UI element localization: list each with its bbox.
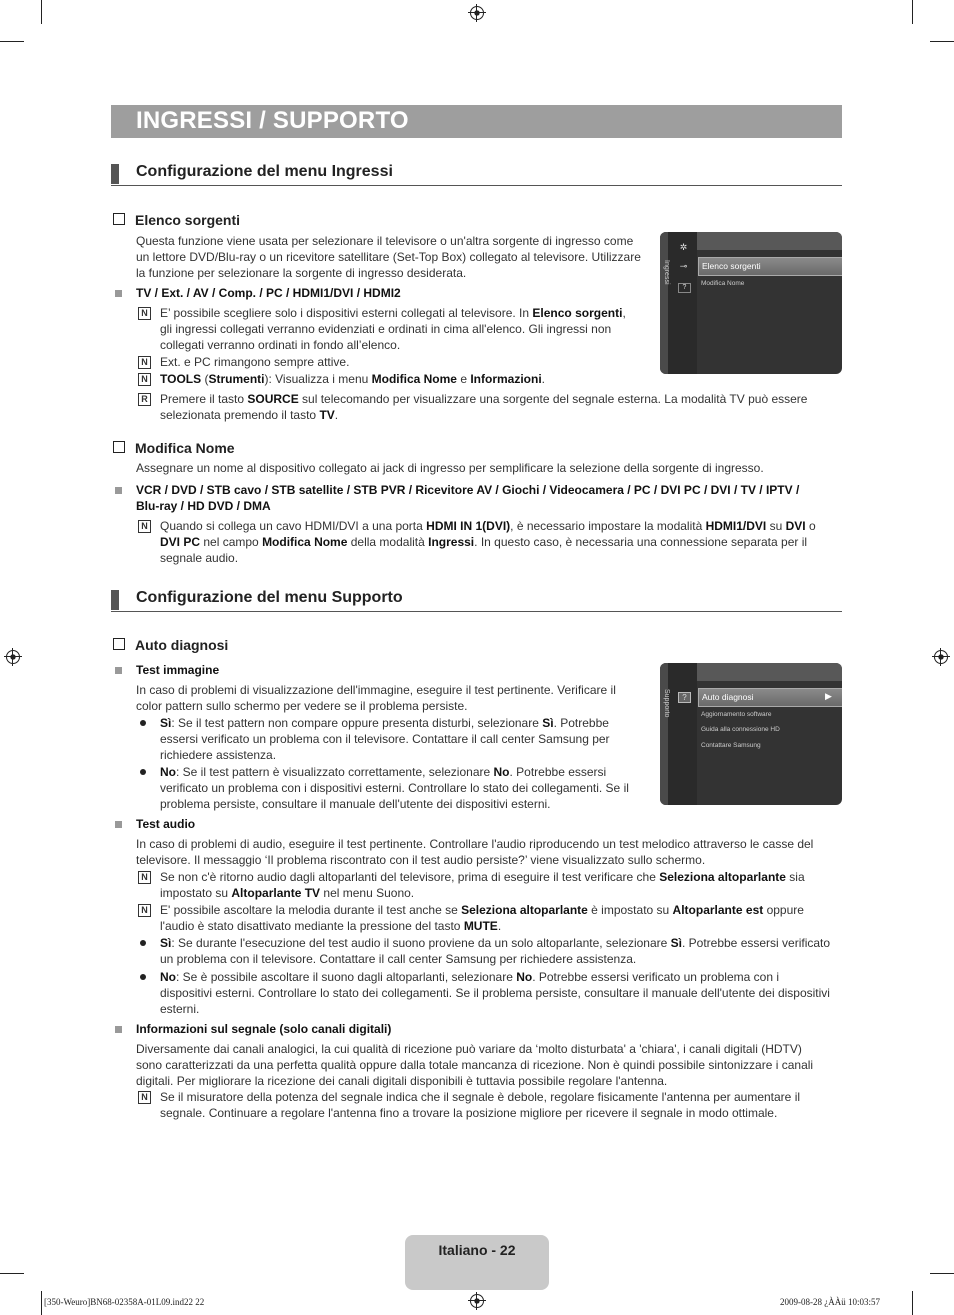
subsection-title: Modifica Nome [135, 440, 235, 456]
subsection-title: Auto diagnosi [135, 637, 229, 653]
test-audio-note-1: Se non c'è ritorno audio dagli altoparlanti del televisore, prima di eseguire il test verificare che Seleziona altoparlante sia impostato su Altoparlante TV nel menu Suono. [160, 870, 805, 900]
crop-mark [912, 0, 913, 24]
note-icon: N [138, 871, 151, 884]
elenco-note-4: Premere il tasto SOURCE sul telecomando per visualizzare una sorgente del segnale esterna. La modalità TV può essere selezionata premendo il tasto TV. [160, 392, 808, 422]
modifica-description: Assegnare un nome al dispositivo collegato ai jack di ingresso per semplificare la selezione della sorgente di ingresso. [136, 461, 764, 475]
print-slug-right: 2009-08-28 ¿ÀÀü 10:03:57 [780, 1297, 880, 1307]
checkbox-bullet-icon [113, 441, 125, 453]
osd-menu-supporto [660, 663, 842, 805]
osd-item-selected[interactable]: Elenco sorgenti [698, 257, 842, 276]
subsection-modifica-nome [113, 440, 235, 456]
registration-mark-icon [468, 1292, 486, 1310]
osd-item[interactable]: Modifica Nome [701, 280, 745, 287]
note-icon: N [138, 520, 151, 533]
elenco-note-3: TOOLS (Strumenti): Visualizza i menu Modifica Nome e Informazioni. [160, 372, 546, 386]
note-icon: N [138, 1091, 151, 1104]
square-bullet-icon [115, 487, 122, 494]
square-bullet-icon [115, 1026, 122, 1033]
elenco-note-1: E’ possibile scegliere solo i dispositivi esterni collegati al televisore. In Elenco sorgenti, gli ingressi collegati verranno evidenziati e ordinati in cima all'elenco. Gli ingressi non collegati verranno ordinati in fondo all’elenco. [160, 306, 626, 352]
crop-mark [930, 41, 954, 42]
test-immagine-title: Test immagine [136, 663, 220, 677]
checkbox-bullet-icon [113, 638, 125, 650]
test-audio-description: In caso di problemi di audio, eseguire il test pertinente. Controllare l'audio riproducendo un test melodico attraverso le casse del televisore. Il messaggio ‘Il problema riscontrato con il test audio persiste?’ viene visualizzato sullo schermo. [136, 837, 814, 867]
osd-item[interactable]: Contattare Samsung [701, 742, 761, 749]
info-segnale-description: Diversamente dai canali analogici, la cui qualità di ricezione può variare da ‘molto disturbata' a 'chiara', i canali digitali (HDTV) sono caratterizzati da una perfetta qualità oppure dalla totale mancanza di ricezione. Non è quindi possibile sintonizzare i canali digitali. Per migliorare la ricezione dei canali digitali disponibili è tuttavia possibile regolare l'antenna. [136, 1042, 814, 1088]
remote-icon: R [138, 393, 151, 406]
note-icon: N [138, 356, 151, 369]
note-icon: N [138, 904, 151, 917]
sources-list: TV / Ext. / AV / Comp. / PC / HDMI1/DVI / HDMI2 [136, 286, 401, 300]
subsection-elenco-sorgenti [113, 212, 240, 228]
gear-icon: ✲ [679, 242, 688, 252]
test-audio-note-2: E' possibile ascoltare la melodia durante il test anche se Seleziona altoparlante è impostato su Altoparlante est oppure l'audio è stato disattivato mediante la pressione del tasto MUTE. [160, 903, 804, 933]
test-audio-title: Test audio [136, 817, 196, 831]
checkbox-bullet-icon [113, 213, 125, 225]
section-heading-supporto [111, 589, 842, 612]
crop-mark [912, 1291, 913, 1315]
round-bullet-icon [140, 974, 146, 980]
test-audio-no: No: Se è possibile ascoltare il suono dagli altoparlanti, selezionare No. Potrebbe essersi verificato un problema con i dispositivi esterni. Controllare lo stato dei collegamenti. Se il problema persiste, consultare il manuale dell'utente dei dispositivi esterni. [160, 970, 830, 1016]
registration-mark-icon [932, 648, 950, 666]
crop-mark [0, 41, 24, 42]
note-icon: N [138, 373, 151, 386]
round-bullet-icon [140, 769, 146, 775]
page-number-box [405, 1235, 549, 1290]
registration-mark-icon [468, 4, 486, 22]
osd-menu-ingressi [660, 232, 842, 374]
square-bullet-icon [115, 667, 122, 674]
osd-item[interactable]: Aggiornamento software [701, 711, 772, 718]
page-title-band [111, 105, 842, 138]
test-audio-si: Sì: Se durante l'esecuzione del test audio il suono proviene da un solo altoparlante, selezionare Sì. Potrebbe essersi verificato un problema con il televisore. Contattare il call center Samsung per richiedere assistenza. [160, 936, 831, 966]
info-segnale-note: Se il misuratore della potenza del segnale indica che il segnale è debole, regolare fisicamente l'antenna per aumentare il segnale. Continuare a regolare l'antenna fino a trovare la posizione migliore per ricevere il segnale in modo ottimale. [160, 1090, 801, 1120]
test-immagine-no: No: Se il test pattern è visualizzato correttamente, selezionare No. Potrebbe essersi verificato un problema con i dispositivi esterni. Controllare lo stato dei collegamenti. Se il problema persiste, consultare il manuale dell'utente dei dispositivi esterni. [160, 765, 629, 811]
square-bullet-icon [115, 290, 122, 297]
modifica-note: Quando si collega un cavo HDMI/DVI a una porta HDMI IN 1(DVI), è necessario impostare la modalità HDMI1/DVI su DVI o DVI PC nel campo Modifica Nome della modalità Ingressi. In questo caso, è necessaria una connessione separata per il segnale audio. [160, 519, 816, 565]
osd-item[interactable]: Guida alla connessione HD [701, 726, 780, 733]
note-icon: N [138, 307, 151, 320]
page-number: Italiano - 22 [438, 1242, 516, 1258]
test-immagine-description: In caso di problemi di visualizzazione dell'immagine, eseguire il test pertinente. Verificare il color pattern sullo schermo per vedere se il problema persiste. [136, 683, 616, 713]
round-bullet-icon [140, 940, 146, 946]
help-icon: ? [678, 692, 691, 703]
info-segnale-title: Informazioni sul segnale (solo canali digitali) [136, 1022, 392, 1036]
round-bullet-icon [140, 720, 146, 726]
section-heading-ingressi [111, 163, 842, 186]
subsection-title: Elenco sorgenti [135, 212, 241, 228]
test-immagine-si: Sì: Se il test pattern non compare oppure presenta disturbi, selezionare Sì. Potrebbe essersi verificato un problema con il televisore. Contattare il call center Samsung per richiedere assistenza. [160, 716, 610, 762]
crop-mark [0, 1273, 24, 1274]
elenco-note-2: Ext. e PC rimangono sempre attive. [160, 355, 350, 369]
section-heading-text: Configurazione del menu Supporto [136, 589, 403, 606]
crop-mark [41, 0, 42, 24]
elenco-description: Questa funzione viene usata per selezionare il televisore o un'altra sorgente di ingresso come un lettore DVD/Blu-ray o un ricevitore satellitare (Set-Top Box) collegato al televisore. Utilizzare la funzione per selezionare la sorgente di ingresso desiderata. [136, 234, 641, 280]
crop-mark [930, 1273, 954, 1274]
registration-mark-icon [4, 648, 22, 666]
arrow-right-icon: ▶ [825, 691, 832, 701]
subsection-auto-diagnosi [113, 637, 228, 653]
osd-side-label: Supporto [663, 689, 670, 718]
print-slug-left: [350-Weuro]BN68-02358A-01L09.ind22 22 [44, 1297, 205, 1307]
osd-item-selected[interactable]: Auto diagnosi ▶ [698, 688, 842, 707]
plug-icon: ⊸ [679, 261, 688, 271]
crop-mark [41, 1291, 42, 1315]
page-title: INGRESSI / SUPPORTO [136, 107, 409, 134]
osd-side-label: Ingressi [663, 260, 670, 285]
section-heading-text: Configurazione del menu Ingressi [136, 163, 393, 180]
device-name-list: VCR / DVD / STB cavo / STB satellite / STB PVR / Ricevitore AV / Giochi / Videocamera / PC / DVI PC / DVI / TV / IPTV / Blu-ray / HD DVD / DMA [136, 483, 800, 513]
square-bullet-icon [115, 821, 122, 828]
help-icon: ? [678, 283, 691, 293]
